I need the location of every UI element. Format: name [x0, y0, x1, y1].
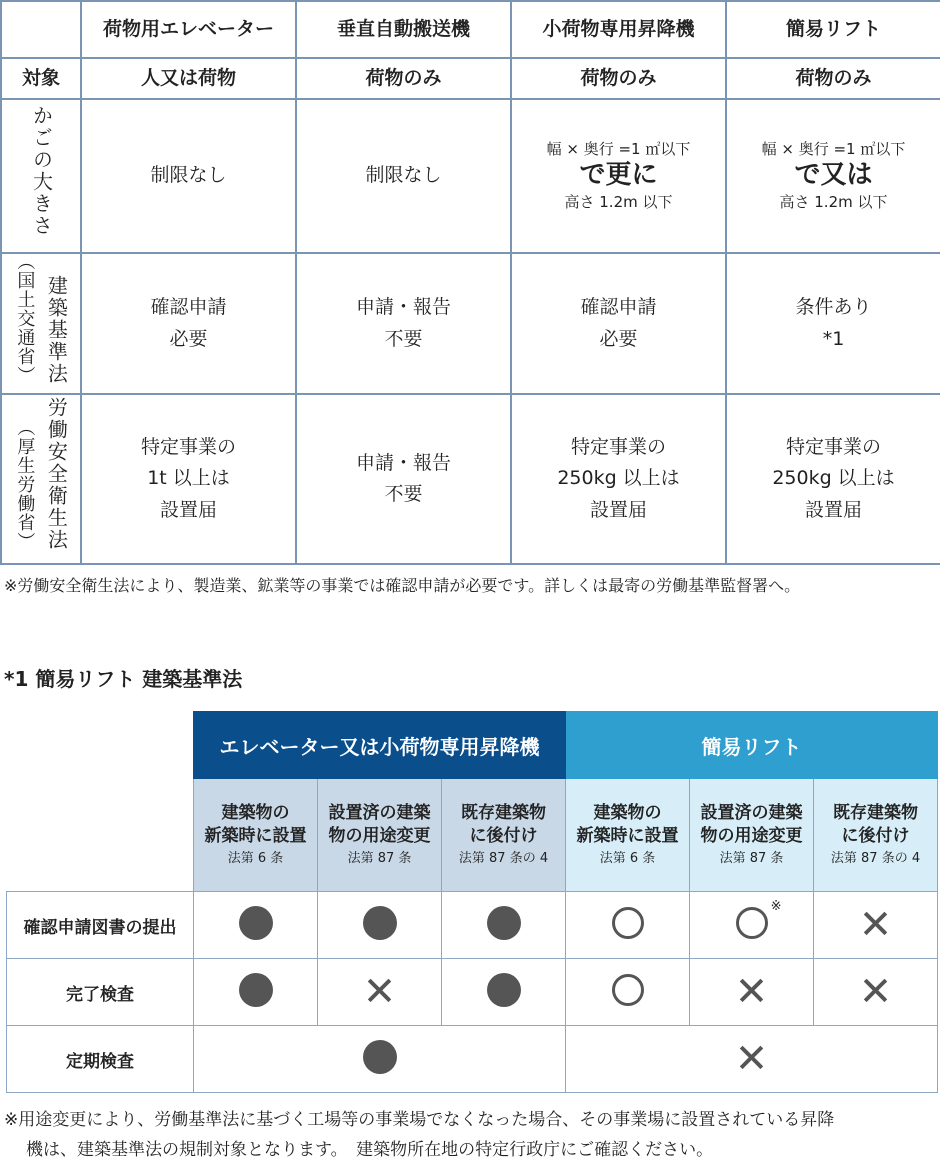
target-row: [1, 58, 940, 99]
law-article: 法第 87 条: [347, 851, 412, 867]
cross-icon: ✕: [858, 969, 893, 1015]
value-line: 250kg 以上は: [772, 467, 895, 490]
header-dumbwaiter: 小荷物専用昇降機: [511, 1, 726, 58]
header-row: [1, 1, 940, 58]
subheader-line: 設置済の建築: [328, 803, 431, 824]
mark-cell: [814, 959, 938, 1026]
subheader-cell: [318, 779, 442, 892]
procedure-table: [6, 711, 938, 1093]
value-line: 設置届: [159, 498, 217, 521]
value-line: 申請・報告: [355, 296, 451, 319]
subheader-line: 設置済の建築: [700, 803, 803, 824]
law-article: 法第 87 条の 4: [458, 851, 549, 867]
row-label: 完了検査: [7, 959, 194, 1026]
mark-cell: [690, 892, 814, 959]
labor-law-label-cell: [1, 394, 81, 564]
group-simple-lift-header: 簡易リフト: [566, 712, 938, 779]
value-line: 特定事業の: [570, 435, 666, 458]
filled-circle-icon: [487, 906, 521, 940]
cross-icon: ✕: [734, 969, 769, 1015]
target-value: 荷物のみ: [726, 58, 940, 99]
corner-cell: [1, 1, 81, 58]
law-article: 法第 87 条の 4: [830, 851, 921, 867]
mark-cell: [318, 959, 442, 1026]
value-line: 設置届: [804, 498, 862, 521]
open-circle-icon: [736, 907, 768, 939]
building-law-row: [1, 253, 940, 394]
subheader-cell: [566, 779, 690, 892]
mark-cell: [566, 1026, 938, 1093]
blank-cell: [7, 712, 194, 779]
filled-circle-icon: [363, 1040, 397, 1074]
cross-icon: ✕: [362, 969, 397, 1015]
mark-cell: [566, 959, 690, 1026]
value-line: 必要: [169, 327, 208, 350]
labor-law-value: [511, 394, 726, 564]
blank-cell: [7, 779, 194, 892]
size-value: 制限なし: [81, 99, 296, 253]
subheader-line: 物の用途変更: [700, 826, 803, 847]
subheader-line: に後付け: [841, 826, 910, 847]
footnote-line: 機は、建築基準法の規制対象となります。 建築物所在地の特定行政庁にご確認ください。: [26, 1139, 714, 1160]
building-law-value: [296, 253, 511, 394]
mark-cell: [566, 892, 690, 959]
section-title: *1 簡易リフト 建築基準法: [4, 667, 243, 691]
size-connector: で更に: [579, 160, 658, 191]
subheader-line: 物の用途変更: [328, 826, 431, 847]
law-article: 法第 6 条: [599, 851, 656, 867]
value-line: 条件あり: [795, 296, 872, 319]
header-freight-elevator: 荷物用エレベーター: [81, 1, 296, 58]
size-label: かごの大きさ: [29, 104, 54, 237]
building-law-label: 建築基準法: [44, 274, 69, 385]
table-row: [7, 1026, 938, 1093]
size-height-limit: 高さ 1.2m 以下: [779, 192, 888, 211]
cross-icon: ✕: [734, 1036, 769, 1082]
subheader-cell: [690, 779, 814, 892]
group-header-row: [7, 712, 938, 779]
value-line: 不要: [384, 483, 423, 505]
mark-cell: [318, 892, 442, 959]
subheader-line: に後付け: [469, 826, 538, 847]
comparison-table: [0, 0, 940, 563]
value-line: 確認申請: [580, 296, 657, 319]
value-line: 不要: [384, 327, 423, 350]
open-circle-with-note: [736, 899, 782, 943]
subheader-cell: [194, 779, 318, 892]
target-value: 荷物のみ: [511, 58, 726, 99]
target-label: 対象: [1, 58, 81, 99]
subheader-line: 建築物の: [593, 803, 662, 824]
size-connector: で又は: [794, 160, 873, 191]
labor-law-value: [81, 394, 296, 564]
target-value: 人又は荷物: [81, 58, 296, 99]
table-row: [7, 892, 938, 959]
footnote-ref: *1: [822, 327, 845, 350]
subheader-cell: [442, 779, 566, 892]
value-line: 必要: [599, 327, 638, 350]
note-mark: ※: [770, 899, 782, 914]
size-value-dumbwaiter: [511, 99, 726, 253]
building-law-label-cell: [1, 253, 81, 394]
labor-law-value: [296, 394, 511, 564]
sub-header-row: [7, 779, 938, 892]
open-circle-icon: [612, 907, 644, 939]
mark-cell: [194, 1026, 566, 1093]
footnote-labor-law: ※労働安全衛生法により、製造業、鉱業等の事業では確認申請が必要です。詳しくは最寄の労働基準監督署へ。: [4, 576, 801, 595]
header-simple-lift: 簡易リフト: [726, 1, 940, 58]
cross-icon: ✕: [858, 902, 893, 948]
open-circle-icon: [612, 974, 644, 1006]
group-elevator-header: エレベーター又は小荷物専用昇降機: [194, 712, 566, 779]
labor-law-row: [1, 394, 940, 564]
labor-law-label: 労働安全衛生法: [44, 396, 69, 551]
building-law-value: [81, 253, 296, 394]
header-vertical-conveyor: 垂直自動搬送機: [296, 1, 511, 58]
size-height-limit: 高さ 1.2m 以下: [564, 192, 673, 211]
size-row: [1, 99, 940, 253]
size-label-cell: [1, 99, 81, 253]
subheader-line: 建築物の: [221, 803, 290, 824]
mark-cell: [690, 959, 814, 1026]
table-row: [7, 959, 938, 1026]
building-law-value: [726, 253, 940, 394]
filled-circle-icon: [239, 906, 273, 940]
size-area-limit: 幅 × 奥行 =1 ㎡以下: [761, 139, 906, 158]
value-line: 特定事業の: [140, 435, 236, 458]
filled-circle-icon: [363, 906, 397, 940]
value-line: 設置届: [589, 498, 647, 521]
law-article: 法第 87 条: [719, 851, 784, 867]
value-line: 250kg 以上は: [557, 467, 680, 490]
value-line: 確認申請: [150, 296, 227, 319]
mark-cell: [442, 892, 566, 959]
footnote-line: ※用途変更により、労働基準法に基づく工場等の事業場でなくなった場合、その事業場に設置されている昇降: [4, 1110, 835, 1130]
filled-circle-icon: [239, 973, 273, 1007]
value-line: 1t 以上は: [147, 467, 230, 490]
row-label: 確認申請図書の提出: [7, 892, 194, 959]
size-area-limit: 幅 × 奥行 =1 ㎡以下: [546, 139, 691, 158]
mark-cell: [194, 892, 318, 959]
labor-law-ministry: （厚生労働省）: [14, 417, 36, 551]
mark-cell: [814, 892, 938, 959]
labor-law-value: [726, 394, 940, 564]
size-value-simple-lift: [726, 99, 940, 253]
subheader-line: 既存建築物: [833, 803, 918, 824]
mark-cell: [194, 959, 318, 1026]
mark-cell: [442, 959, 566, 1026]
target-value: 荷物のみ: [296, 58, 511, 99]
filled-circle-icon: [487, 973, 521, 1007]
subheader-line: 新築時に設置: [576, 826, 679, 847]
building-law-value: [511, 253, 726, 394]
subheader-line: 新築時に設置: [204, 826, 307, 847]
law-article: 法第 6 条: [227, 851, 284, 867]
row-label: 定期検査: [7, 1026, 194, 1093]
footnote-usage-change: [4, 1106, 936, 1166]
value-line: 申請・報告: [355, 451, 451, 474]
subheader-line: 既存建築物: [461, 803, 546, 824]
building-law-ministry: （国土交通省）: [14, 251, 36, 385]
size-value: 制限なし: [296, 99, 511, 253]
value-line: 特定事業の: [785, 435, 881, 458]
subheader-cell: [814, 779, 938, 892]
